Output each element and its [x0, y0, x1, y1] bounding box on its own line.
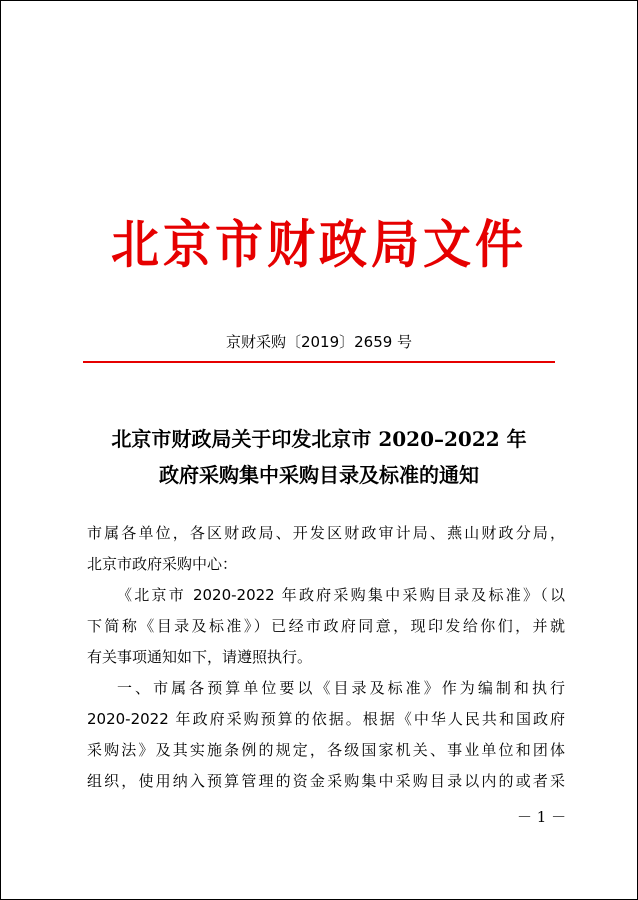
- body-line: 市属各单位，各区财政局、开发区财政审计局、燕山财政分局，: [87, 524, 565, 542]
- document-title-line-2: 政府采购集中采购目录及标准的通知: [159, 463, 479, 487]
- document-title: [1, 421, 637, 493]
- document-number: 京财采购〔2019〕2659 号: [225, 333, 413, 351]
- document-title-line-1: 北京市财政局关于印发北京市 2020–2022 年: [111, 427, 527, 451]
- body-line: 《北京市 2020-2022 年政府采购集中采购目录及标准》（以: [117, 586, 565, 604]
- body-line: 北京市政府采购中心：: [87, 555, 238, 573]
- document-body: [87, 518, 565, 797]
- body-line: 有关事项通知如下，请遵照执行。: [87, 648, 313, 666]
- body-line: 组织，使用纳入预算管理的资金采购集中采购目录以内的或者采: [87, 772, 565, 790]
- body-line: 2020-2022 年政府采购预算的依据。根据《中华人民共和国政府: [87, 710, 565, 728]
- page-number: － 1 －: [517, 808, 567, 826]
- masthead-title: 北京市财政局文件: [110, 214, 527, 276]
- body-line: 采购法》及其实施条例的规定，各级国家机关、事业单位和团体: [87, 741, 565, 759]
- red-divider-line: [83, 361, 555, 363]
- body-line: 一、市属各预算单位要以《目录及标准》作为编制和执行: [117, 679, 565, 697]
- body-line: 下简称《目录及标准》）已经市政府同意，现印发给你们，并就: [87, 617, 565, 635]
